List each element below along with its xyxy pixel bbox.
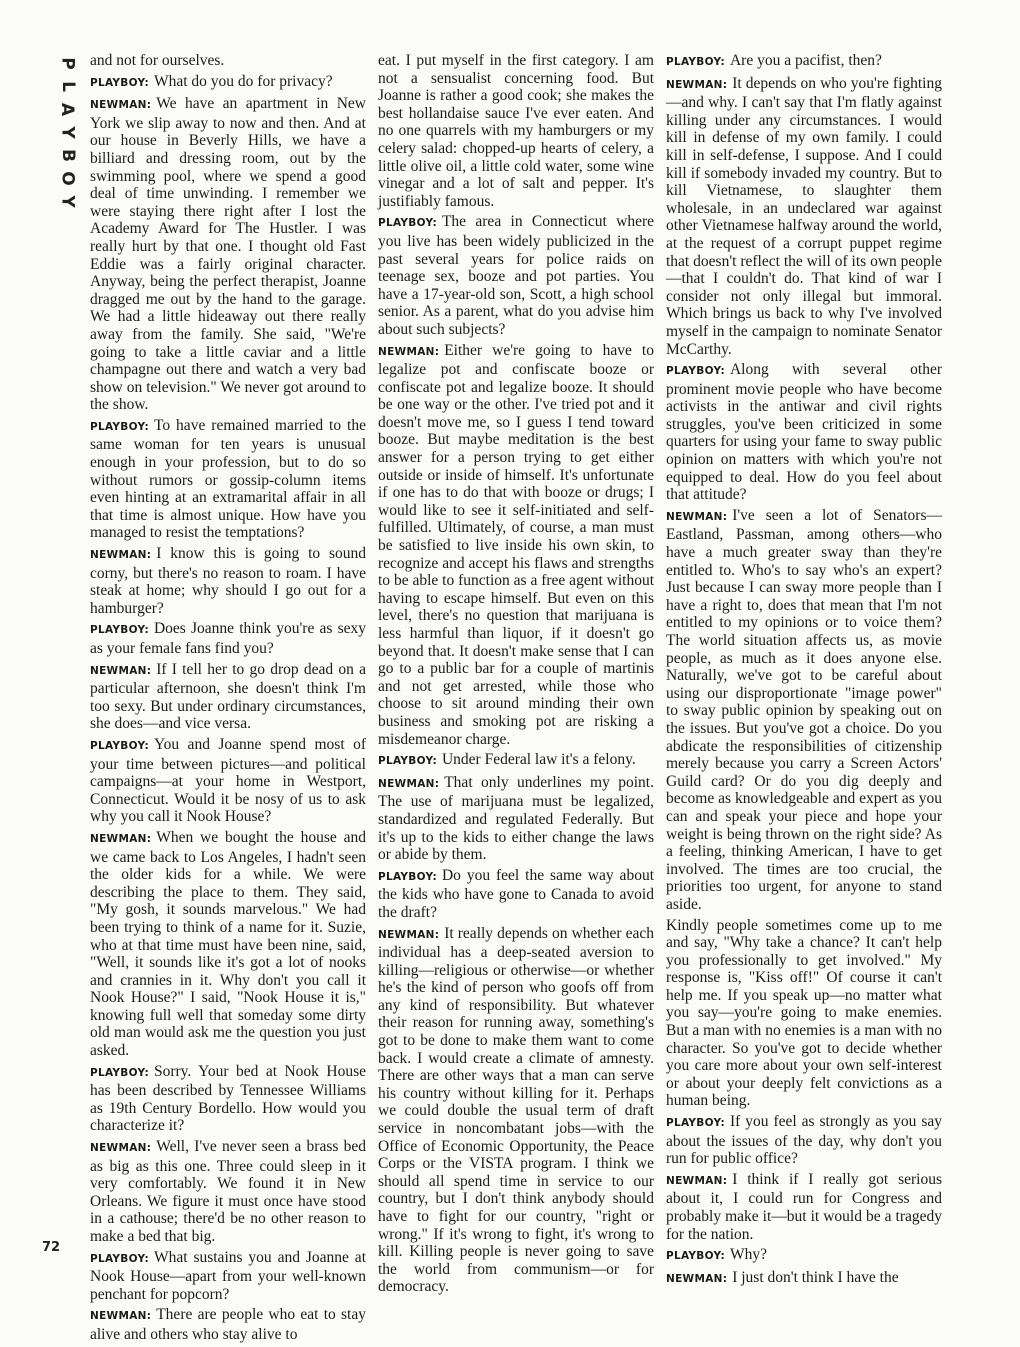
article-column-1	[90, 52, 366, 1347]
interview-paragraph	[666, 1171, 942, 1243]
speaker-label: PLAYBOY:	[666, 1250, 725, 1263]
speaker-label: NEWMAN:	[90, 1142, 152, 1155]
speaker-label: NEWMAN:	[378, 777, 440, 790]
speaker-label: NEWMAN:	[90, 99, 152, 112]
speaker-label: PLAYBOY:	[90, 1066, 149, 1079]
masthead-letter: L	[57, 81, 78, 92]
masthead-letter: B	[57, 149, 78, 162]
masthead-letter: Y	[57, 195, 78, 208]
interview-paragraph	[378, 52, 654, 210]
article-column-3	[666, 52, 942, 1291]
paragraph-text: I know this is going to sound corny, but there's no reason to roam. I have steak at home; why should I go out for a hamburger?	[90, 545, 366, 617]
interview-paragraph	[90, 417, 366, 542]
paragraph-text: Does Joanne think you're as sexy as your female fans find you?	[90, 620, 366, 657]
paragraph-text: I've seen a lot of Senators—Eastland, Passman, among others—who have a much greater sway than they're entitled to. Who's to say who's an expert? Just because I can sway more people than I have a right to, does that mean that I'm not entitled to my opinions or to voice them? The world situation affects us, as movie people, as much as it does anyone else. Naturally, we've got to be careful about using our disproportionate "image power" to sway public opinion by speaking out on the issues. But you've got a choice. Do you abdicate the responsibilities of citizenship merely because you carry a Screen Actors' Guild card? Or do you dig deeply and become as knowledgeable and expert as you can and speak your piece and hope your weight is being thrown on the right side? As a feeling, thinking American, I have to get involved. The times are too crucial, the priorities too urgent, for anyone to stand aside.	[666, 506, 942, 913]
interview-paragraph	[90, 52, 366, 70]
speaker-label: PLAYBOY:	[378, 755, 437, 768]
masthead-letter: P	[57, 57, 78, 70]
paragraph-text: Are you a pacifist, then?	[729, 52, 882, 69]
interview-paragraph	[90, 829, 366, 1060]
speaker-label: NEWMAN:	[666, 78, 728, 91]
paragraph-text: If you feel as strongly as you say about the issues of the day, why don't you run for public office?	[666, 1113, 942, 1168]
paragraph-text: We have an apartment in New York we slip away to now and then. And at our house in Beverly Hills, we have a billiard and dressing room, out by the swimming pool, where we spend a good deal of time unwinding. I remember we were staying there right after I lost the Academy Award for The Hustler. I was really hurt by that one. I thought old Fast Eddie was a fairly original character. Anyway, being the perfect therapist, Joanne dragged me out by the hand to the garage. We had a little hideaway out there really away from the family. She said, "We're going to take a little caviar and a little champagne out there and watch a very bad show on television." We never got around to the show.	[90, 95, 366, 414]
page-number: 72	[42, 1240, 61, 1255]
interview-paragraph	[378, 925, 654, 1296]
paragraph-text: It really depends on whether each individual has a deep-seated aversion to killing—religious or otherwise—or whether he's the kind of person who goofs off from any kind of responsibility. But whatever their reason for running away, something's got to be done to make them want to come back. I would create a climate of amnesty. There are other ways that a man can serve his country without killing for it. Perhaps we could double the usual term of draft service in noncombatant jobs—with the Office of Economic Opportunity, the Peace Corps or the VISTA program. I think we should all spend time in service to our country, but I don't think anybody should have to fight for our country, "right or wrong." If it's wrong to fight, it's wrong to kill. Killing people is never going to save the world from communism—or for democracy.	[378, 924, 654, 1296]
speaker-label: NEWMAN:	[90, 1310, 152, 1323]
paragraph-text: To have remained married to the same woman for ten years is unusual enough in your profession, but to do so without rumors or gossip-column items even hinting at an extramarital affair in all that time is almost unique. How have you managed to resist the temptations?	[90, 416, 366, 542]
interview-paragraph	[90, 1063, 366, 1135]
speaker-label: NEWMAN:	[378, 345, 440, 358]
paragraph-text: Along with several other prominent movie people who have become activists in the antiwar and civil rights struggles, you've been criticized in some quarters for using your fame to sway public opinion on matters with which you're not equipped to deal. How do you feel about that attitude?	[666, 361, 942, 504]
interview-paragraph	[666, 1113, 942, 1168]
speaker-label: PLAYBOY:	[378, 217, 437, 230]
speaker-label: PLAYBOY:	[378, 870, 437, 883]
speaker-label: PLAYBOY:	[90, 739, 149, 752]
interview-paragraph	[378, 774, 654, 864]
speaker-label: PLAYBOY:	[90, 76, 149, 89]
interview-paragraph	[666, 361, 942, 504]
paragraph-text: Sorry. Your bed at Nook House has been described by Tennessee Williams as 19th Century Bordello. How would you characterize it?	[90, 1062, 366, 1135]
interview-paragraph	[666, 75, 942, 359]
interview-paragraph	[90, 620, 366, 657]
paragraph-text: Well, I've never seen a brass bed as big as this one. Three could sleep in it very comfortably. We found it in New Orleans. We figure it must once have stood in a cathouse; there'd be no other reason to make a bed that big.	[90, 1138, 366, 1245]
paragraph-text: It depends on who you're fighting—and why. I can't say that I'm flatly against killing under any circumstances. I would kill in defense of my own family. I could kill in self-defense, I suppose. And I could kill if somebody invaded my country. But to kill Vietnamese, to slaughter them wholesale, in an undeclared war against other Vietnamese halfway around the world, at the request of a corrupt puppet regime that doesn't reflect the will of its own people—that I couldn't do. That kind of war I consider not only illegal but immoral. Which brings us back to why I've involved myself in the campaign to nominate Senator McCarthy.	[666, 74, 942, 358]
masthead-letter: O	[57, 171, 78, 186]
paragraph-text: Kindly people sometimes come up to me and say, "Why take a chance? It can't help you professionally to get involved." My response is, "Kiss off!" Of course it can't help me. If you speak up—no matter what you say—you're going to make enemies. But a man with no enemies is a man with no character. So you've got to decide whether you care more about your own self-interest or about your deeply felt convictions as a human being.	[666, 916, 942, 1110]
interview-paragraph	[90, 545, 366, 617]
article-column-2	[378, 52, 654, 1299]
interview-paragraph	[90, 1138, 366, 1246]
speaker-label: PLAYBOY:	[666, 56, 725, 68]
interview-paragraph	[666, 507, 942, 914]
speaker-label: NEWMAN:	[666, 1272, 728, 1285]
interview-paragraph	[90, 736, 366, 826]
masthead-letter: Y	[57, 126, 78, 139]
speaker-label: NEWMAN:	[666, 1174, 728, 1187]
interview-paragraph	[378, 342, 654, 749]
speaker-label: NEWMAN:	[90, 664, 152, 677]
paragraph-text: The area in Connecticut where you live has been widely publicized in the past several years for police raids on teenage sex, booze and pot parties. You have a 17-year-old son, Scott, a high school senior. As a parent, what do you advise him about such subjects?	[378, 213, 654, 338]
interview-paragraph	[90, 661, 366, 733]
speaker-label: PLAYBOY:	[666, 1117, 725, 1130]
paragraph-text: Either we're going to have to legalize pot and confiscate booze or confiscate pot and legalize booze. It should be one way or the other. I've tried pot and it doesn't move me, so I guess I tend toward booze. But maybe meditation is the best answer for a person trying to get either outside or inside of himself. It's unfortunate if one has to do that with booze or drugs; I would like to see it self-initiated and self-fulfilled. Ultimately, of course, a man must be satisfied to live inside his own skin, to recognize and accept his flaws and strengths to be able to function as a free agent without having to escape himself. But even on this level, there's no question that marijuana is less harmful than liquor, if it doesn't go beyond that. It doesn't make sense that I can go to a public bar for a couple of martinis and not get arrested, while those who choose to sit around minding their own business and smoking pot are risking a misdemeanor charge.	[378, 341, 654, 748]
interview-paragraph	[666, 1246, 942, 1266]
interview-paragraph	[90, 1306, 366, 1343]
speaker-label: NEWMAN:	[378, 928, 440, 941]
interview-paragraph	[378, 751, 654, 771]
interview-paragraph	[666, 1269, 942, 1289]
paragraph-text: If I tell her to go drop dead on a particular afternoon, she doesn't think I'm too sexy. But under ordinary circumstances, she does—and vice versa.	[90, 660, 366, 733]
masthead-letter: A	[57, 102, 78, 117]
interview-paragraph	[378, 213, 654, 338]
speaker-label: PLAYBOY:	[666, 365, 725, 378]
paragraph-text: When we bought the house and we came back to Los Angeles, I hadn't seen the older kids for a while. We were describing the place to them. They said, "My gosh, it sounds marvelous." We had been trying to think of a name for it. Suzie, who at that time must have been nine, said, "Well, it sounds like it's got a lot of nooks and crannies in it. Why don't you call it Nook House?" I said, "Nook House it is," knowing full well that someday some dirty old man would ask me the question you just asked.	[90, 828, 366, 1060]
paragraph-text: Why?	[729, 1246, 767, 1264]
paragraph-text: You and Joanne spend most of your time between pictures—and political campaigns—at your home in Westport, Connecticut. Would it be nosy of us to ask why you call it Nook House?	[90, 735, 366, 826]
interview-paragraph	[90, 1249, 366, 1304]
paragraph-text: Do you feel the same way about the kids who have gone to Canada to avoid the draft?	[378, 866, 654, 921]
interview-paragraph	[378, 867, 654, 922]
interview-paragraph	[666, 52, 942, 72]
interview-paragraph	[90, 95, 366, 414]
paragraph-text: There are people who eat to stay alive and others who stay alive to	[90, 1306, 366, 1343]
masthead-playboy	[50, 52, 78, 213]
paragraph-text: I just don't think I have the	[732, 1268, 899, 1286]
paragraph-text: and not for ourselves.	[90, 52, 225, 69]
interview-paragraph	[666, 917, 942, 1111]
speaker-label: NEWMAN:	[666, 510, 728, 523]
paragraph-text: What sustains you and Joanne at Nook House—apart from your well-known penchant for popcorn?	[90, 1248, 366, 1303]
paragraph-text: I think if I really got serious about it, I could run for Congress and probably make it—but it would be a tragedy for the nation.	[666, 1170, 942, 1243]
speaker-label: NEWMAN:	[90, 549, 152, 562]
paragraph-text: eat. I put myself in the first category. I am not a sensualist concerning food. But Joanne is rather a good cook; she makes the best hollandaise sauce I've ever eaten. And no one quarrels with my hamburgers or my celery salad: chopped-up hearts of celery, a little olive oil, a little cold water, some wine vinegar and a lot of salt and pepper. It's justifiably famous.	[378, 52, 654, 210]
paragraph-text: Under Federal law it's a felony.	[441, 751, 636, 769]
interview-paragraph	[90, 73, 366, 93]
speaker-label: PLAYBOY:	[90, 624, 149, 637]
paragraph-text: That only underlines my point. The use of marijuana must be legalized, standardized and regulated Federally. But it's up to the kids to either change the laws or abide by them.	[378, 773, 654, 864]
speaker-label: PLAYBOY:	[90, 1252, 149, 1265]
paragraph-text: What do you do for privacy?	[153, 72, 333, 90]
speaker-label: PLAYBOY:	[90, 420, 149, 433]
speaker-label: NEWMAN:	[90, 832, 152, 845]
